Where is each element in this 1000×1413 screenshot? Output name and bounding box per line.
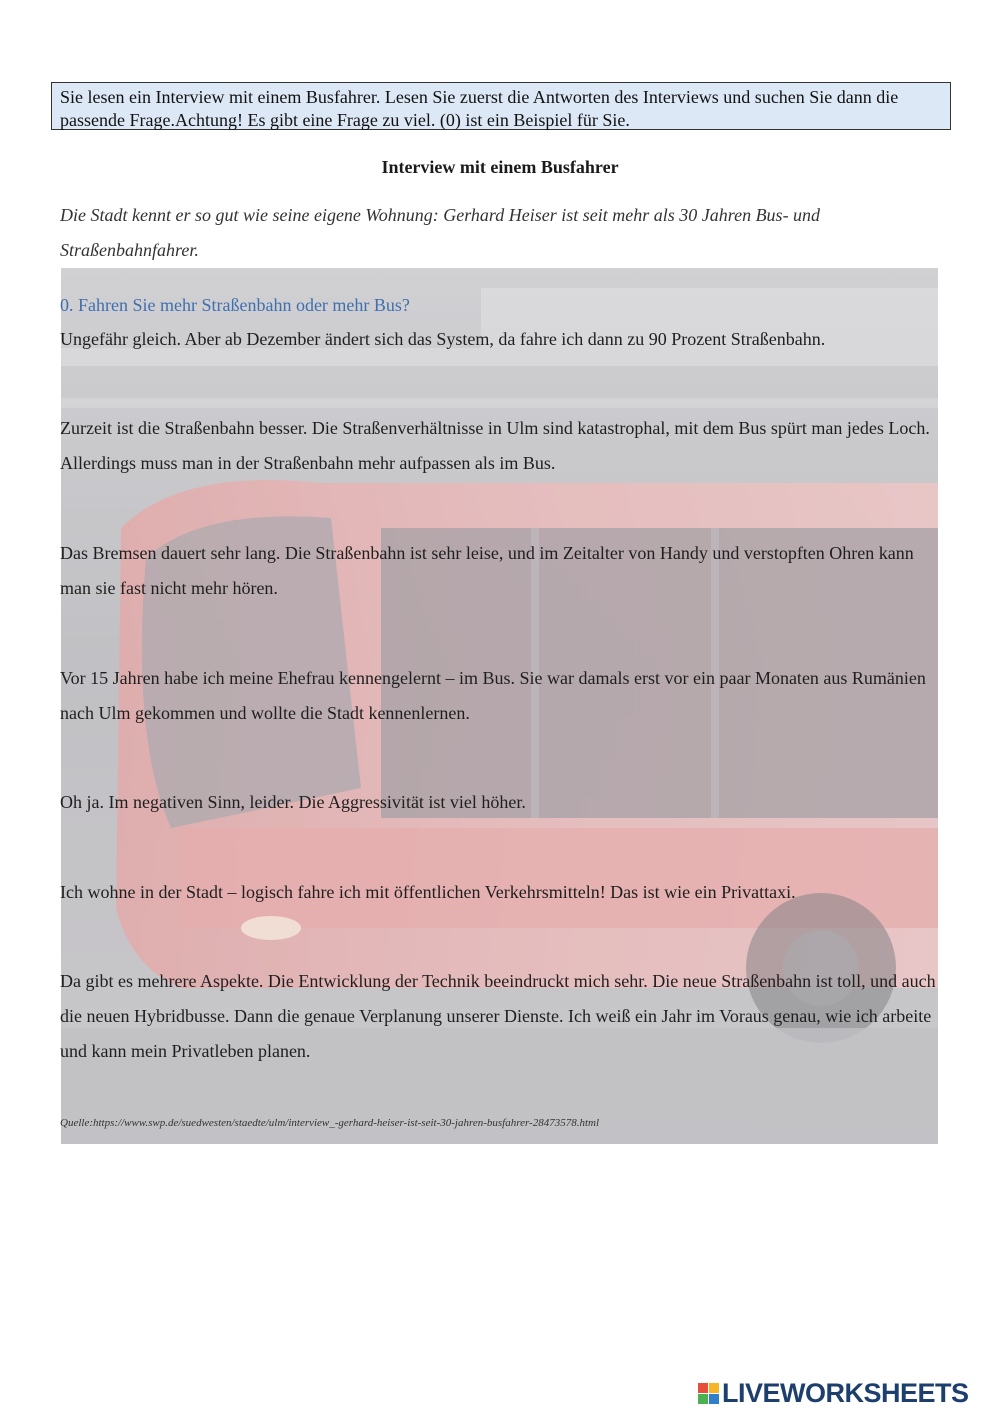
answer-4: Oh ja. Im negativen Sinn, leider. Die Aggressivität ist viel höher. — [60, 792, 526, 812]
liveworksheets-logo — [698, 1378, 969, 1408]
logo-square-4 — [709, 1394, 719, 1404]
logo-square-2 — [709, 1383, 719, 1393]
answer-0: Ungefähr gleich. Aber ab Dezember ändert sich das System, da fahre ich dann zu 90 Prozent Straßenbahn. — [60, 329, 826, 349]
logo-square-1 — [698, 1383, 708, 1393]
source-link-text: Quelle:https://www.swp.de/suedwesten/staedte/ulm/interview_-gerhard-heiser-ist-seit-30-jahren-busfahrer-28473578.html — [60, 1117, 600, 1129]
example-question: 0. Fahren Sie mehr Straßenbahn oder mehr Bus? — [60, 295, 410, 315]
logo-text: LIVEWORKSHEETS — [722, 1377, 969, 1408]
logo-icon — [698, 1383, 719, 1404]
answer-3: Vor 15 Jahren habe ich meine Ehefrau kennengelernt – im Bus. Sie war damals erst vor ein paar Monaten aus Rumänien nach Ulm gekommen und wollte die Stadt kennenlernen. — [60, 668, 926, 723]
logo-square-3 — [698, 1394, 708, 1404]
answer-5: Ich wohne in der Stadt – logisch fahre ich mit öffentlichen Verkehrsmitteln! Das ist wie ein Privattaxi. — [60, 882, 796, 902]
answer-2: Das Bremsen dauert sehr lang. Die Straßenbahn ist sehr leise, und im Zeitalter von Handy und verstopften Ohren kann man sie fast nicht mehr hören. — [60, 543, 914, 598]
instructions-box: Sie lesen ein Interview mit einem Busfahrer. Lesen Sie zuerst die Antworten des Interviews und suchen Sie dann die passende Frage.Achtung! Es gibt eine Frage zu viel. (0) ist ein Beispiel für Sie. — [51, 82, 951, 130]
page-title: Interview mit einem Busfahrer — [381, 157, 619, 177]
answer-6: Da gibt es mehrere Aspekte. Die Entwicklung der Technik beeindruckt mich sehr. Die neue Straßenbahn ist toll, und auch die neuen Hybridbusse. Dann die genaue Verplanung unserer Dienste. Ich weiß ein Jahr im Voraus genau, wie ich arbeite und kann mein Privatleben planen. — [60, 971, 936, 1061]
intro-text: Die Stadt kennt er so gut wie seine eigene Wohnung: Gerhard Heiser ist seit mehr als 30 Jahren Bus- und Straßenbahnfahrer. — [60, 205, 821, 260]
answer-1: Zurzeit ist die Straßenbahn besser. Die Straßenverhältnisse in Ulm sind katastrophal, mit dem Bus spürt man jedes Loch. Allerdings muss man in der Straßenbahn mehr aufpassen als im Bus. — [60, 418, 930, 473]
